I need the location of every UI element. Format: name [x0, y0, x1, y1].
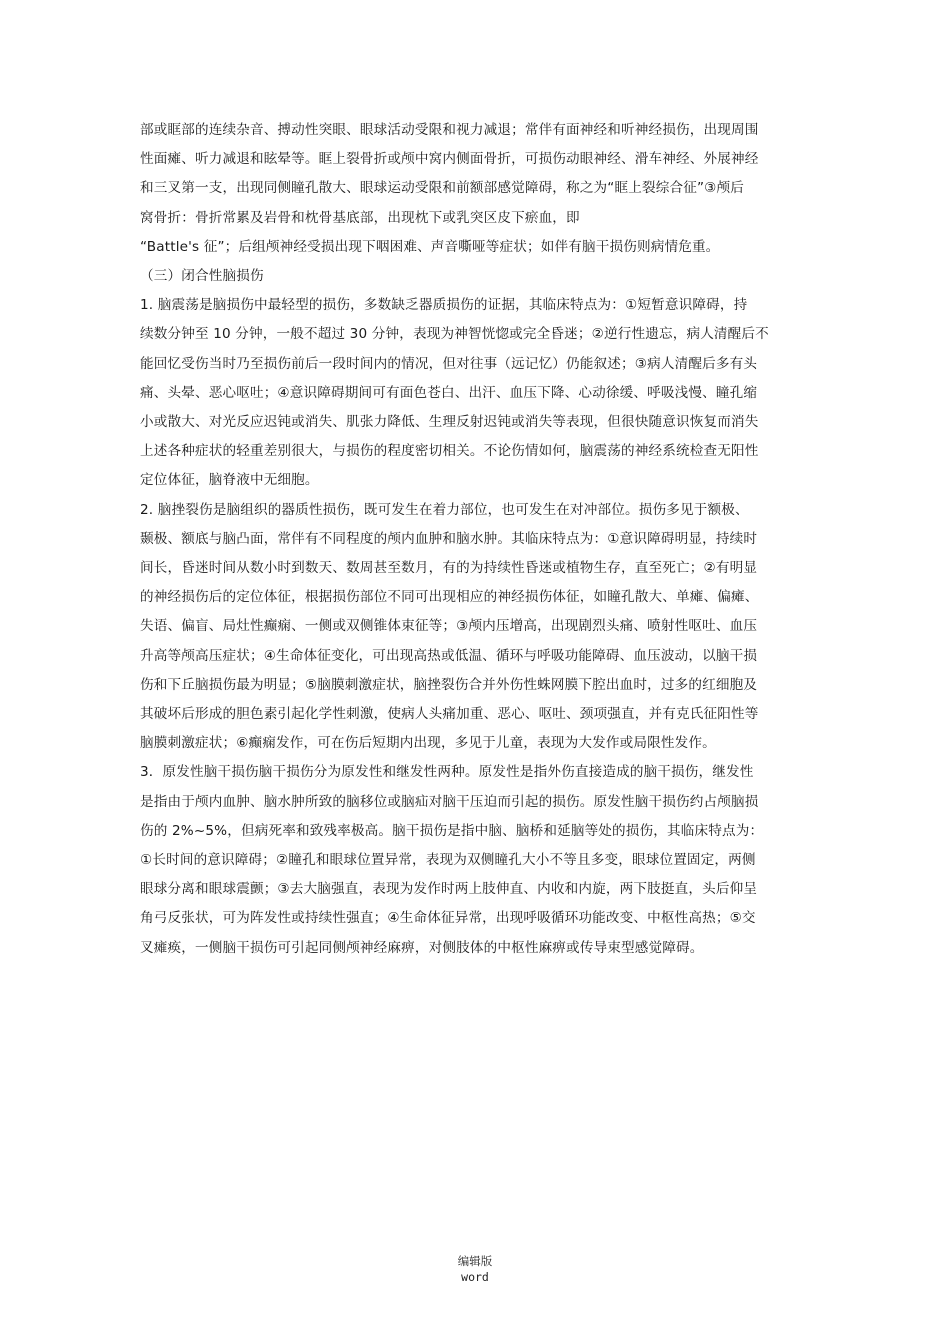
text-line: 升高等颅高压症状；④生命体征变化，可出现高热或低温、循环与呼吸功能障碍、血压波动，以脑干损 — [140, 647, 758, 664]
text-line: 痛、头晕、恶心呕吐；④意识障碍期间可有面色苍白、出汗、血压下降、心动徐缓、呼吸浅慢、瞳孔缩 — [140, 384, 758, 401]
text-line: 眼球分离和眼球震颤；③去大脑强直，表现为发作时两上肢伸直、内收和内旋，两下肢挺直，头后仰呈 — [140, 881, 758, 898]
text-line: 伤的 2%~5%，但病死率和致残率极高。脑干损伤是指中脑、脑桥和延脑等处的损伤，其临床特点为： — [140, 822, 764, 839]
text-line: 间长，昏迷时间从数小时到数天、数周甚至数月，有的为持续性昏迷或植物生存，直至死亡；②有明显 — [140, 560, 758, 577]
text-line: ①长时间的意识障碍；②瞳孔和眼球位置异常，表现为双侧瞳孔大小不等且多变，眼球位置固定，两侧 — [140, 852, 756, 869]
text-line: 角弓反张状，可为阵发性或持续性强直；④生命体征异常，出现呼吸循环功能改变、中枢性高热；⑤交 — [140, 910, 756, 927]
text-line: 部或眶部的连续杂音、搏动性突眼、眼球活动受限和视力减退；常伴有面神经和听神经损伤，出现周围 — [140, 122, 759, 138]
text-line: 失语、偏盲、局灶性癫痫、一侧或双侧锥体束征等；③颅内压增高，出现剧烈头痛、喷射性呕吐、血压 — [140, 618, 758, 635]
text-line: 定位体征，脑脊液中无细胞。 — [140, 472, 319, 489]
text-line: 叉瘫痪，一侧脑干损伤可引起同侧颅神经麻痹，对侧肢体的中枢性麻痹或传导束型感觉障碍。 — [140, 939, 704, 956]
text-line: 和三叉第一支，出现同侧瞳孔散大、眼球运动受限和前额部感觉障碍，称之为“眶上裂综合征”③颅后 — [140, 180, 744, 197]
text-line: 其破坏后形成的胆色素引起化学性刺激，使病人头痛加重、恶心、呕吐、颈项强直，并有克氏征阳性等 — [140, 706, 759, 723]
text-line: 是指由于颅内血肿、脑水肿所致的脑移位或脑疝对脑干压迫而引起的损伤。原发性脑干损伤约占颅脑损 — [140, 793, 759, 810]
text-line: “Battle's 征”；后组颅神经受损出现下咽困难、声音嘶哑等症状；如伴有脑干损伤则病情危重。 — [140, 238, 720, 255]
footer-sublabel: word — [461, 1270, 489, 1284]
text-line: 伤和下丘脑损伤最为明显；⑤脑膜刺激症状，脑挫裂伤合并外伤性蛛网膜下腔出血时，过多的红细胞及 — [140, 676, 758, 693]
text-line: 性面瘫、听力减退和眩晕等。眶上裂骨折或颅中窝内侧面骨折，可损伤动眼神经、滑车神经、外展神经 — [140, 151, 759, 168]
text-line: 小或散大、对光反应迟钝或消失、肌张力降低、生理反射迟钝或消失等表现，但很快随意识恢复而消失 — [140, 414, 759, 431]
text-line: 续数分钟至 10 分钟，一般不超过 30 分钟，表现为神智恍惚或完全昏迷；②逆行性遗忘，病人清醒后不 — [140, 326, 769, 343]
text-line: 3．原发性脑干损伤脑干损伤分为原发性和继发性两种。原发性是指外伤直接造成的脑干损伤，继发性 — [140, 764, 754, 781]
footer-label: 编辑版 — [457, 1254, 493, 1268]
text-line: 1. 脑震荡是脑损伤中最轻型的损伤，多数缺乏器质损伤的证据，其临床特点为：①短暂意识障碍，持 — [140, 297, 748, 314]
text-line: 能回忆受伤当时乃至损伤前后一段时间内的情况，但对往事（远记忆）仍能叙述；③病人清醒后多有头 — [140, 355, 758, 372]
text-line: 脑膜刺激症状；⑥癫痫发作，可在伤后短期内出现，多见于儿童，表现为大发作或局限性发作。 — [140, 735, 716, 752]
text-line: 的神经损伤后的定位体征，根据损伤部位不同可出现相应的神经损伤体征，如瞳孔散大、单瘫、偏瘫、 — [140, 589, 759, 606]
text-line: 窝骨折：骨折常累及岩骨和枕骨基底部，出现枕下或乳突区皮下瘀血，即 — [140, 209, 580, 226]
text-line: 2. 脑挫裂伤是脑组织的器质性损伤，既可发生在着力部位，也可发生在对冲部位。损伤多见于额极、 — [140, 501, 749, 518]
text-line: 颞极、额底与脑凸面，常伴有不同程度的颅内血肿和脑水肿。其临床特点为：①意识障碍明显，持续时 — [140, 530, 758, 547]
text-line: 上述各种症状的轻重差别很大，与损伤的程度密切相关。不论伤情如何，脑震荡的神经系统检查无阳性 — [140, 443, 759, 460]
document-body — [140, 116, 816, 963]
section-heading: （三）闭合性脑损伤 — [140, 268, 264, 285]
